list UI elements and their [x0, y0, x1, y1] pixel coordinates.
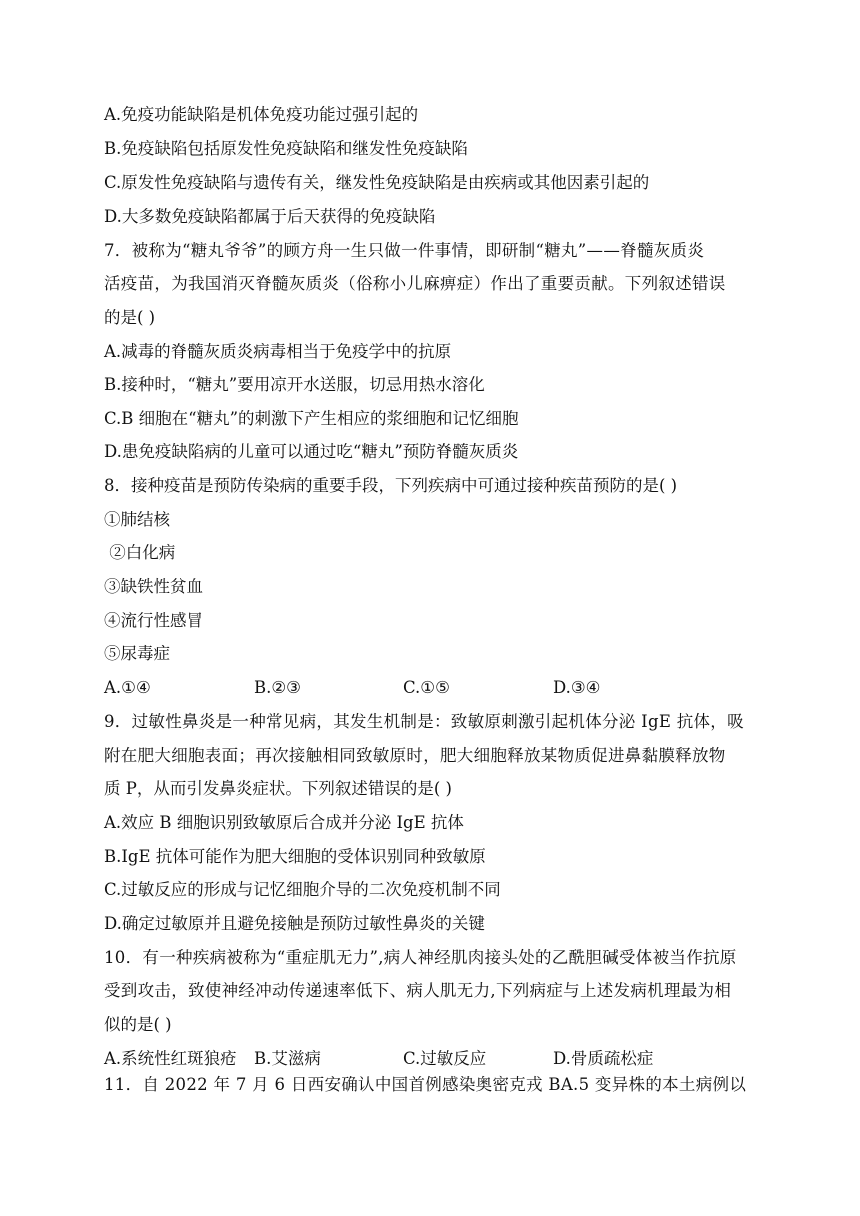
q11-stem-line-1: 11．自 2022 年 7 月 6 日西安确认中国首例感染奥密克戎 BA.5 变异株的本土病例以	[104, 1075, 747, 1094]
q6-option-a: A.免疫功能缺陷是机体免疫功能过强引起的	[104, 105, 419, 124]
q9-stem-line-1: 9．过敏性鼻炎是一种常见病，其发生机制是：致敏原刺激引起机体分泌 IgE 抗体，吸	[104, 712, 744, 731]
q10-option-a: A.系统性红斑狼疮	[104, 1049, 237, 1068]
q8-item-2: ②白化病	[104, 543, 176, 562]
q8-item-3: ③缺铁性贫血	[104, 577, 203, 596]
q7-option-d: D.患免疫缺陷病的儿童可以通过吃“糖丸”预防脊髓灰质炎	[104, 442, 519, 461]
q8-item-5: ⑤尿毒症	[104, 644, 170, 663]
q9-option-c: C.过敏反应的形成与记忆细胞介导的二次免疫机制不同	[104, 880, 501, 899]
q6-option-d: D.大多数免疫缺陷都属于后天获得的免疫缺陷	[104, 207, 436, 226]
q7-option-c: C.B 细胞在“糖丸”的刺激下产生相应的浆细胞和记忆细胞	[104, 409, 519, 428]
q7-stem-line-2: 活疫苗，为我国消灭脊髓灰质炎（俗称小儿麻痹症）作出了重要贡献。下列叙述错误	[104, 274, 726, 293]
q8-stem: 8．接种疫苗是预防传染病的重要手段，下列疾病中可通过接种疾苗预防的是( )	[104, 476, 678, 495]
q8-item-4: ④流行性感冒	[104, 611, 203, 630]
q8-option-d: D.③④	[553, 678, 601, 697]
q8-options-row	[104, 677, 754, 699]
q8-option-c: C.①⑤	[403, 678, 450, 697]
q10-option-b: B.艾滋病	[254, 1049, 321, 1068]
q9-stem-line-2: 附在肥大细胞表面；再次接触相同致敏原时，肥大细胞释放某物质促进鼻黏膜释放物	[104, 746, 726, 765]
q7-stem-line-1: 7．被称为“糖丸爷爷”的顾方舟一生只做一件事情，即研制“糖丸”——脊髓灰质炎	[104, 241, 705, 260]
q6-option-c: C.原发性免疫缺陷与遗传有关，继发性免疫缺陷是由疾病或其他因素引起的	[104, 173, 650, 192]
q6-option-b: B.免疫缺陷包括原发性免疫缺陷和继发性免疫缺陷	[104, 139, 468, 158]
q9-option-a: A.效应 B 细胞识别致敏原后合成并分泌 IgE 抗体	[104, 813, 464, 832]
q7-option-a: A.减毒的脊髓灰质炎病毒相当于免疫学中的抗原	[104, 342, 452, 361]
q10-options-row	[104, 1048, 754, 1070]
q9-stem-line-3: 质 P，从而引发鼻炎症状。下列叙述错误的是( )	[104, 779, 452, 798]
q10-option-c: C.过敏反应	[403, 1049, 487, 1068]
q8-option-a: A.①④	[104, 678, 151, 697]
q9-option-d: D.确定过敏原并且避免接触是预防过敏性鼻炎的关键	[104, 914, 485, 933]
q10-stem-line-2: 受到攻击，致使神经冲动传递速率低下、病人肌无力,下列病症与上述发病机理最为相	[104, 981, 732, 1000]
q10-option-d: D.骨质疏松症	[553, 1049, 654, 1068]
q10-stem-line-1: 10．有一种疾病被称为“重症肌无力”,病人神经肌肉接头处的乙酰胆碱受体被当作抗原	[104, 948, 737, 967]
q8-item-1: ①肺结核	[104, 510, 170, 529]
q8-option-b: B.②③	[254, 678, 301, 697]
q9-option-b: B.IgE 抗体可能作为肥大细胞的受体识别同种致敏原	[104, 847, 486, 866]
q10-stem-line-3: 似的是( )	[104, 1015, 172, 1034]
q7-stem-line-3: 的是( )	[104, 308, 156, 327]
q7-option-b: B.接种时，“糖丸”要用凉开水送服，切忌用热水溶化	[104, 375, 485, 394]
